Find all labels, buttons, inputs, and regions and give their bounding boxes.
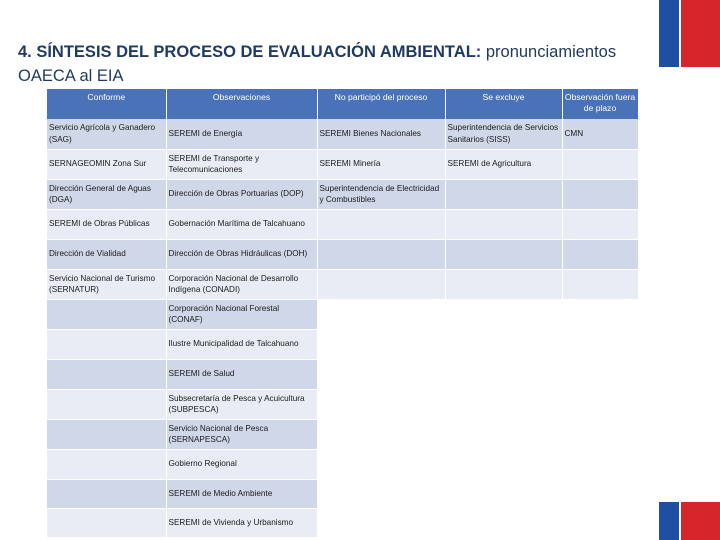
header-fuera-de-plazo: Observación fuera de plazo bbox=[562, 89, 638, 119]
cell-fuera-de-plazo bbox=[562, 209, 638, 239]
cell-observaciones: SEREMI de Medio Ambiente bbox=[166, 479, 317, 508]
cell-se-excluye bbox=[445, 269, 562, 299]
cell-no-participo bbox=[317, 269, 445, 299]
flag-logo-top bbox=[659, 0, 720, 67]
cell-observaciones: SEREMI de Salud bbox=[166, 359, 317, 389]
cell-se-excluye bbox=[445, 299, 562, 329]
flag-logo-bottom bbox=[659, 502, 720, 540]
cell-fuera-de-plazo: CMN bbox=[562, 119, 638, 149]
cell-observaciones: Servicio Nacional de Pesca (SERNAPESCA) bbox=[166, 419, 317, 449]
cell-no-participo: SEREMI Bienes Nacionales bbox=[317, 119, 445, 149]
cell-observaciones: SEREMI de Energía bbox=[166, 119, 317, 149]
cell-se-excluye bbox=[445, 239, 562, 269]
cell-se-excluye bbox=[445, 449, 562, 479]
cell-no-participo bbox=[317, 329, 445, 359]
cell-fuera-de-plazo bbox=[562, 269, 638, 299]
table-row bbox=[47, 449, 638, 479]
cell-fuera-de-plazo bbox=[562, 449, 638, 479]
cell-observaciones: Subsecretaría de Pesca y Acuicultura (SUBPESCA) bbox=[166, 389, 317, 419]
table-header-row bbox=[47, 89, 638, 119]
cell-observaciones: Dirección de Obras Portuarias (DOP) bbox=[166, 179, 317, 209]
cell-observaciones: Gobierno Regional bbox=[166, 449, 317, 479]
cell-no-participo bbox=[317, 359, 445, 389]
cell-fuera-de-plazo bbox=[562, 419, 638, 449]
cell-conforme bbox=[47, 359, 166, 389]
table-row bbox=[47, 149, 638, 179]
pronouncements-table bbox=[47, 89, 639, 538]
cell-conforme bbox=[47, 419, 166, 449]
cell-fuera-de-plazo bbox=[562, 299, 638, 329]
cell-se-excluye: Superintendencia de Servicios Sanitarios (SISS) bbox=[445, 119, 562, 149]
cell-se-excluye bbox=[445, 179, 562, 209]
cell-conforme bbox=[47, 449, 166, 479]
cell-se-excluye bbox=[445, 508, 562, 537]
slide-title bbox=[18, 40, 653, 88]
cell-se-excluye bbox=[445, 419, 562, 449]
cell-no-participo: SEREMI Minería bbox=[317, 149, 445, 179]
cell-no-participo bbox=[317, 209, 445, 239]
cell-fuera-de-plazo bbox=[562, 389, 638, 419]
cell-conforme: SERNAGEOMIN Zona Sur bbox=[47, 149, 166, 179]
header-no-participo: No participó del proceso bbox=[317, 89, 445, 119]
slide-title-main: 4. SÍNTESIS DEL PROCESO DE EVALUACIÓN AMBIENTAL: bbox=[18, 43, 482, 61]
table-row bbox=[47, 209, 638, 239]
cell-observaciones: Gobernación Marítima de Talcahuano bbox=[166, 209, 317, 239]
cell-conforme bbox=[47, 329, 166, 359]
table-row bbox=[47, 479, 638, 508]
cell-no-participo bbox=[317, 449, 445, 479]
cell-conforme bbox=[47, 479, 166, 508]
cell-no-participo: Superintendencia de Electricidad y Combustibles bbox=[317, 179, 445, 209]
cell-se-excluye: SEREMI de Agricultura bbox=[445, 149, 562, 179]
table-row bbox=[47, 179, 638, 209]
cell-fuera-de-plazo bbox=[562, 149, 638, 179]
cell-se-excluye bbox=[445, 209, 562, 239]
header-conforme: Conforme bbox=[47, 89, 166, 119]
cell-observaciones: Ilustre Municipalidad de Talcahuano bbox=[166, 329, 317, 359]
cell-observaciones: SEREMI de Transporte y Telecomunicaciones bbox=[166, 149, 317, 179]
cell-fuera-de-plazo bbox=[562, 359, 638, 389]
cell-se-excluye bbox=[445, 359, 562, 389]
header-observaciones: Observaciones bbox=[166, 89, 317, 119]
cell-se-excluye bbox=[445, 389, 562, 419]
cell-no-participo bbox=[317, 508, 445, 537]
cell-conforme: Dirección de Vialidad bbox=[47, 239, 166, 269]
cell-conforme: Dirección General de Aguas (DGA) bbox=[47, 179, 166, 209]
slide-title-sub: pronunciamientos OAECA al EIA bbox=[18, 43, 617, 85]
cell-no-participo bbox=[317, 239, 445, 269]
cell-no-participo bbox=[317, 419, 445, 449]
table-row bbox=[47, 299, 638, 329]
table-row bbox=[47, 329, 638, 359]
cell-conforme: Servicio Nacional de Turismo (SERNATUR) bbox=[47, 269, 166, 299]
table-row bbox=[47, 508, 638, 537]
cell-observaciones: Corporación Nacional de Desarrollo Indígena (CONADI) bbox=[166, 269, 317, 299]
cell-observaciones: SEREMI de Vivienda y Urbanismo bbox=[166, 508, 317, 537]
cell-conforme: Servicio Agrícola y Ganadero (SAG) bbox=[47, 119, 166, 149]
table-row bbox=[47, 419, 638, 449]
cell-conforme bbox=[47, 299, 166, 329]
cell-no-participo bbox=[317, 299, 445, 329]
cell-observaciones: Corporación Nacional Forestal (CONAF) bbox=[166, 299, 317, 329]
cell-no-participo bbox=[317, 389, 445, 419]
table-row bbox=[47, 119, 638, 149]
table-row bbox=[47, 359, 638, 389]
cell-fuera-de-plazo bbox=[562, 179, 638, 209]
cell-no-participo bbox=[317, 479, 445, 508]
cell-fuera-de-plazo bbox=[562, 239, 638, 269]
cell-fuera-de-plazo bbox=[562, 329, 638, 359]
cell-conforme bbox=[47, 389, 166, 419]
cell-se-excluye bbox=[445, 329, 562, 359]
cell-fuera-de-plazo bbox=[562, 479, 638, 508]
table-row bbox=[47, 269, 638, 299]
cell-conforme: SEREMI de Obras Públicas bbox=[47, 209, 166, 239]
table-row bbox=[47, 389, 638, 419]
cell-conforme bbox=[47, 508, 166, 537]
cell-observaciones: Dirección de Obras Hidráulicas (DOH) bbox=[166, 239, 317, 269]
table-row bbox=[47, 239, 638, 269]
header-se-excluye: Se excluye bbox=[445, 89, 562, 119]
cell-fuera-de-plazo bbox=[562, 508, 638, 537]
cell-se-excluye bbox=[445, 479, 562, 508]
